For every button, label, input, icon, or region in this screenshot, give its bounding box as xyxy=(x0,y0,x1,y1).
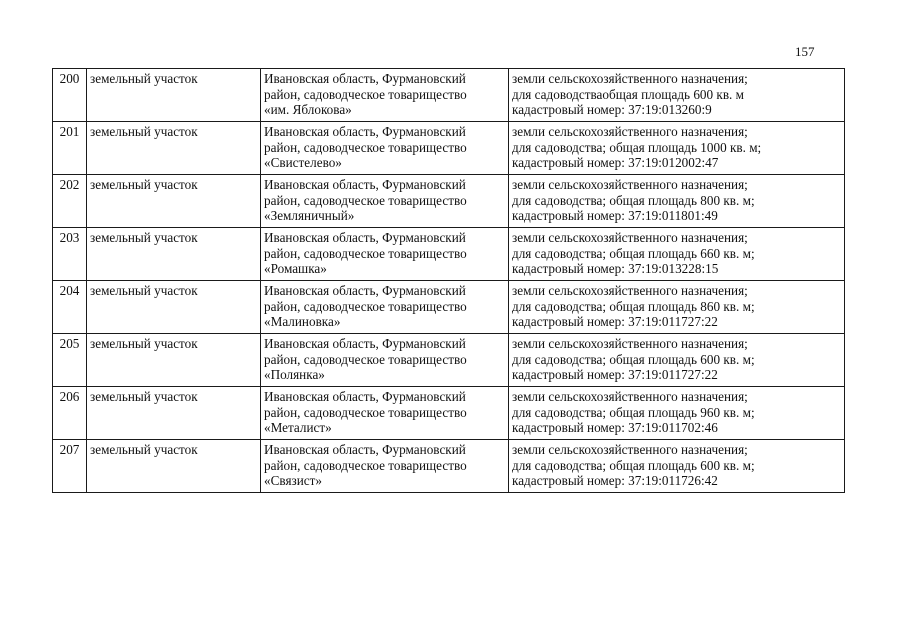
description-line: кадастровый номер: 37:19:011702:46 xyxy=(512,420,718,435)
description-cell xyxy=(509,228,845,281)
table-row xyxy=(53,281,845,334)
address-line: «Земляничный» xyxy=(264,208,355,223)
address-line: район, садоводческое товарищество xyxy=(264,457,467,473)
description-cell xyxy=(509,281,845,334)
description-line: для садоводства; общая площадь 1000 кв. м; xyxy=(512,139,762,155)
description-cell xyxy=(509,387,845,440)
row-number-cell: 200 xyxy=(53,69,87,122)
row-number-cell: 201 xyxy=(53,122,87,175)
description-line: земли сельскохозяйственного назначения; xyxy=(512,124,748,139)
description-line: земли сельскохозяйственного назначения; xyxy=(512,177,748,192)
description-cell xyxy=(509,69,845,122)
description-line: кадастровый номер: 37:19:013260:9 xyxy=(512,102,712,117)
address-cell xyxy=(261,387,509,440)
description-line: для садоводства; общая площадь 600 кв. м; xyxy=(512,351,755,367)
address-line: «Ромашка» xyxy=(264,261,327,276)
address-line: «Малиновка» xyxy=(264,314,341,329)
address-line: район, садоводческое товарищество xyxy=(264,192,467,208)
description-line: кадастровый номер: 37:19:011727:22 xyxy=(512,367,718,382)
address-line: район, садоводческое товарищество xyxy=(264,245,467,261)
object-type-cell: земельный участок xyxy=(87,69,261,122)
object-type-cell: земельный участок xyxy=(87,387,261,440)
row-number-cell: 202 xyxy=(53,175,87,228)
object-type-cell: земельный участок xyxy=(87,334,261,387)
address-line: «Свистелево» xyxy=(264,155,342,170)
address-line: район, садоводческое товарищество xyxy=(264,298,467,314)
address-line: Ивановская область, Фурмановский xyxy=(264,177,466,192)
address-line: район, садоводческое товарищество xyxy=(264,139,467,155)
address-cell xyxy=(261,228,509,281)
row-number-cell: 204 xyxy=(53,281,87,334)
table-row xyxy=(53,228,845,281)
address-line: Ивановская область, Фурмановский xyxy=(264,230,466,245)
address-cell xyxy=(261,122,509,175)
description-cell xyxy=(509,334,845,387)
table-row xyxy=(53,175,845,228)
address-line: Ивановская область, Фурмановский xyxy=(264,336,466,351)
object-type-cell: земельный участок xyxy=(87,175,261,228)
table-row xyxy=(53,69,845,122)
row-number-cell: 207 xyxy=(53,440,87,493)
row-number-cell: 203 xyxy=(53,228,87,281)
description-cell xyxy=(509,122,845,175)
table-row xyxy=(53,387,845,440)
address-line: район, садоводческое товарищество xyxy=(264,404,467,420)
address-line: «Связист» xyxy=(264,473,322,488)
address-cell xyxy=(261,440,509,493)
description-line: кадастровый номер: 37:19:012002:47 xyxy=(512,155,719,170)
address-cell xyxy=(261,69,509,122)
address-cell xyxy=(261,334,509,387)
description-line: для садоводстваобщая площадь 600 кв. м xyxy=(512,86,744,102)
address-line: Ивановская область, Фурмановский xyxy=(264,389,466,404)
object-type-cell: земельный участок xyxy=(87,122,261,175)
address-line: Ивановская область, Фурмановский xyxy=(264,124,466,139)
address-line: Ивановская область, Фурмановский xyxy=(264,71,466,86)
description-line: земли сельскохозяйственного назначения; xyxy=(512,442,748,457)
object-type-cell: земельный участок xyxy=(87,440,261,493)
description-line: земли сельскохозяйственного назначения; xyxy=(512,283,748,298)
description-line: для садоводства; общая площадь 960 кв. м; xyxy=(512,404,755,420)
page-number: 157 xyxy=(795,44,815,59)
address-cell xyxy=(261,175,509,228)
address-line: «Металист» xyxy=(264,420,332,435)
description-line: земли сельскохозяйственного назначения; xyxy=(512,389,748,404)
address-line: «им. Яблокова» xyxy=(264,102,352,117)
description-line: для садоводства; общая площадь 800 кв. м; xyxy=(512,192,755,208)
description-line: земли сельскохозяйственного назначения; xyxy=(512,230,748,245)
description-line: кадастровый номер: 37:19:013228:15 xyxy=(512,261,719,276)
address-line: район, садоводческое товарищество xyxy=(264,351,467,367)
table-row xyxy=(53,334,845,387)
address-line: «Полянка» xyxy=(264,367,325,382)
address-line: Ивановская область, Фурмановский xyxy=(264,283,466,298)
description-cell xyxy=(509,440,845,493)
object-type-cell: земельный участок xyxy=(87,281,261,334)
description-line: земли сельскохозяйственного назначения; xyxy=(512,71,748,86)
description-line: кадастровый номер: 37:19:011727:22 xyxy=(512,314,718,329)
row-number-cell: 206 xyxy=(53,387,87,440)
address-line: Ивановская область, Фурмановский xyxy=(264,442,466,457)
description-line: кадастровый номер: 37:19:011801:49 xyxy=(512,208,718,223)
description-cell xyxy=(509,175,845,228)
property-table xyxy=(52,68,845,493)
description-line: для садоводства; общая площадь 600 кв. м; xyxy=(512,457,755,473)
property-table-body xyxy=(53,69,845,493)
address-cell xyxy=(261,281,509,334)
object-type-cell: земельный участок xyxy=(87,228,261,281)
table-row xyxy=(53,440,845,493)
description-line: для садоводства; общая площадь 660 кв. м; xyxy=(512,245,755,261)
description-line: земли сельскохозяйственного назначения; xyxy=(512,336,748,351)
address-line: район, садоводческое товарищество xyxy=(264,86,467,102)
description-line: кадастровый номер: 37:19:011726:42 xyxy=(512,473,718,488)
table-row xyxy=(53,122,845,175)
description-line: для садоводства; общая площадь 860 кв. м; xyxy=(512,298,755,314)
row-number-cell: 205 xyxy=(53,334,87,387)
